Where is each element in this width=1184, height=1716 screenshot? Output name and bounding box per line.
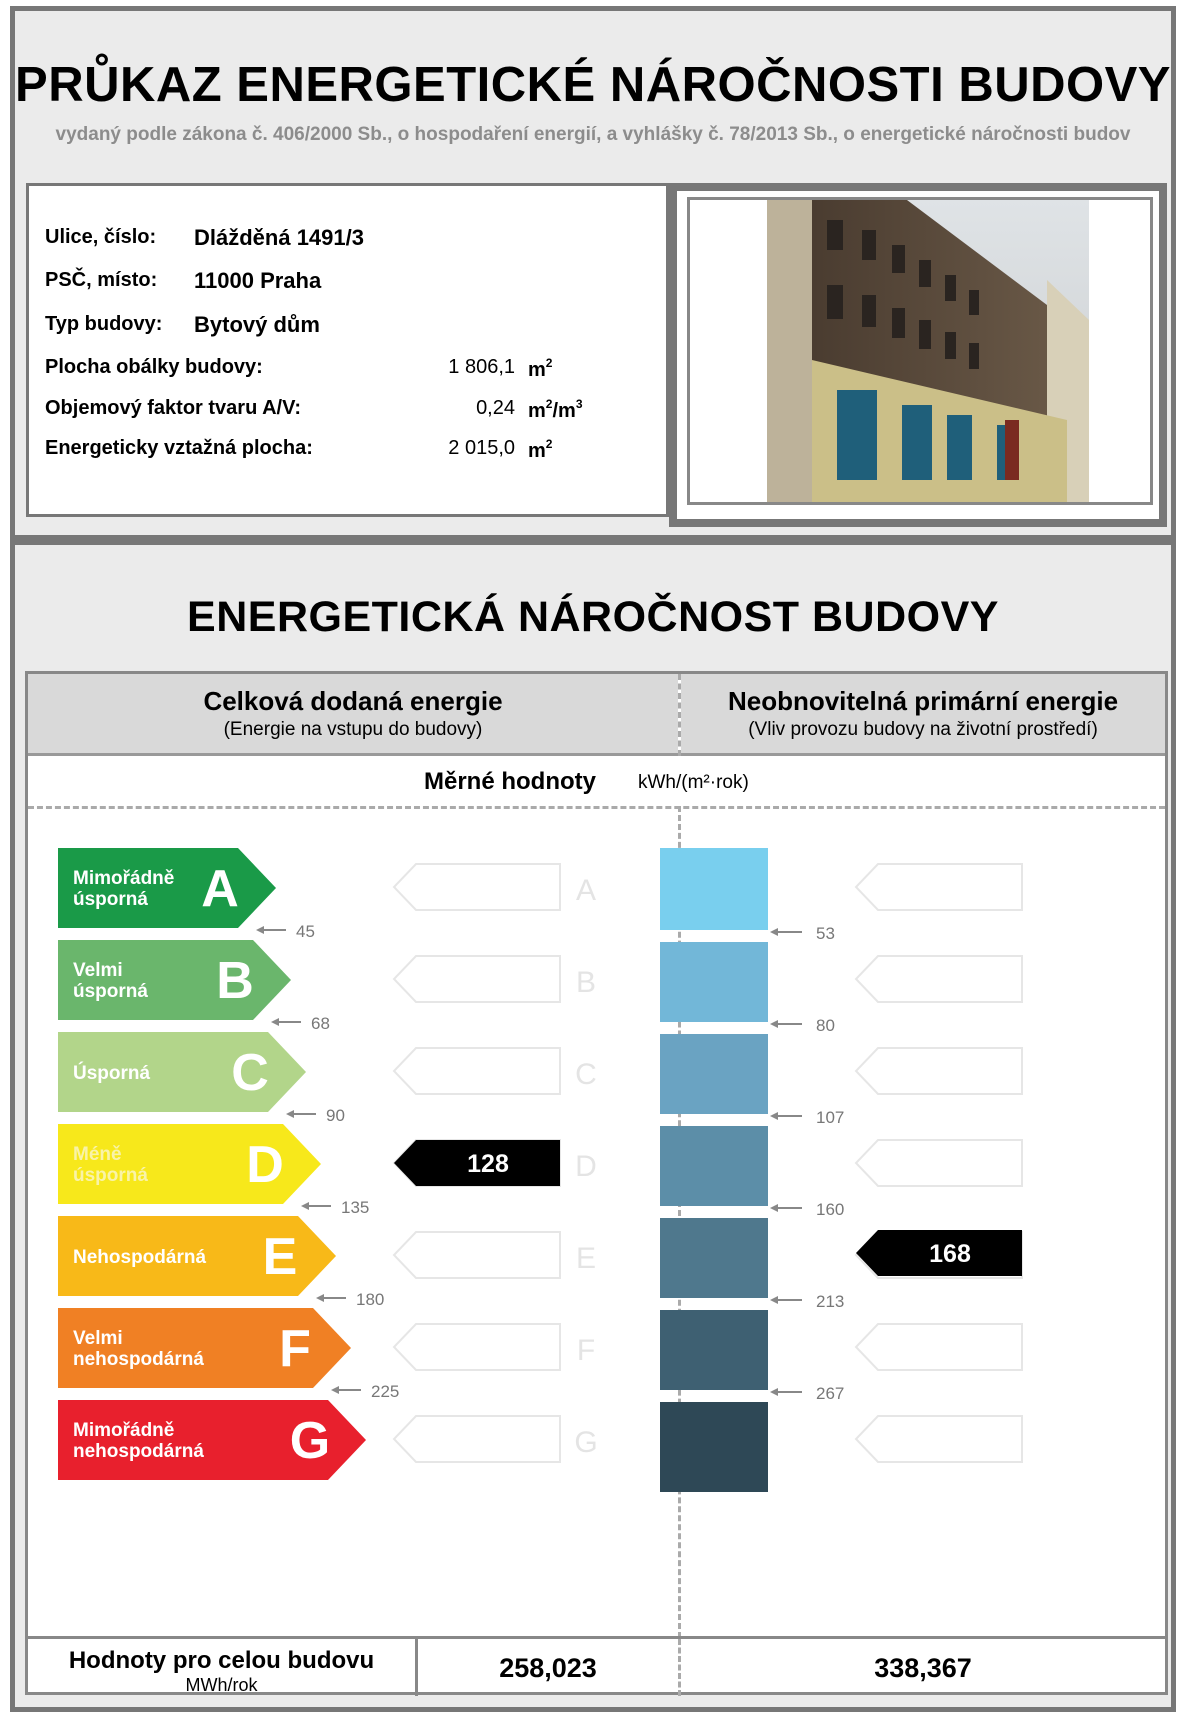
reference-area-value: 2 015,0 [448, 437, 515, 459]
delivered-energy-header [28, 674, 678, 756]
empty-indicator-right [856, 1416, 1022, 1462]
faint-class-letter: G [574, 1426, 598, 1459]
primary-energy-total: 338,367 [874, 1653, 972, 1683]
threshold-arrowhead-right [770, 1112, 778, 1120]
class-name-line1: Mimořádně [73, 1420, 175, 1441]
primary-energy-title: Neobnovitelná primární energie [727, 686, 1119, 716]
shape-factor-label: Objemový faktor tvaru A/V: [45, 397, 301, 419]
envelope-value: 1 806,1 [448, 356, 515, 378]
energy-panel [25, 671, 1168, 1695]
specific-values-unit: kWh/(m²·rok) [638, 772, 749, 793]
threshold-label-left: 45 [296, 922, 315, 941]
class-letter-c: C [231, 1044, 269, 1102]
class-name-line1: Velmi [73, 1328, 123, 1349]
class-name-line2: úsporná [73, 889, 148, 910]
street-value: Dlážděná 1491/3 [194, 225, 364, 250]
shape-factor-value: 0,24 [476, 397, 515, 419]
street-row [45, 225, 364, 250]
class-letter-d: D [246, 1136, 284, 1194]
type-row [45, 312, 320, 337]
class-name-line2: nehospodárná [73, 1349, 204, 1370]
threshold-arrowhead-left [286, 1110, 294, 1118]
faint-class-letter: A [575, 874, 597, 907]
class-letter-f: F [279, 1320, 311, 1378]
primary-energy-bar-c [660, 1034, 768, 1114]
shape-factor-row [45, 397, 583, 422]
class-name: Nehospodárná [73, 1247, 207, 1268]
page-subtitle: vydaný podle zákona č. 406/2000 Sb., o hospodaření energií, a vyhlášky č. 78/2013 Sb., o energetické náročnosti budov [55, 124, 1131, 145]
class-letter-a: A [201, 860, 239, 918]
type-label: Typ budovy: [45, 313, 163, 335]
primary-energy-bar-b [660, 942, 768, 1022]
threshold-label-left: 225 [371, 1382, 400, 1401]
threshold-arrowhead-right [770, 928, 778, 936]
threshold-arrowhead-right [770, 1296, 778, 1304]
delivered-energy-subtitle: (Energie na vstupu do budovy) [223, 719, 483, 740]
section-title: ENERGETICKÁ NÁROČNOST BUDOVY [187, 593, 999, 641]
threshold-label-right: 80 [816, 1016, 835, 1035]
reference-area-row [45, 437, 553, 462]
shape-factor-unit: $m^2/m^3$ [528, 397, 583, 422]
building-photo [767, 200, 1089, 502]
envelope-unit: $m^2$ [528, 356, 553, 381]
street-label: Ulice, číslo: [45, 226, 157, 248]
primary-energy-bar-d [660, 1126, 768, 1206]
threshold-label-right: 267 [816, 1384, 845, 1403]
class-letter-b: B [216, 952, 254, 1010]
primary-energy-bar-g [660, 1402, 768, 1492]
threshold-label-left: 180 [356, 1290, 385, 1309]
class-name-line2: úsporná [73, 981, 148, 1002]
faint-class-letter: C [575, 1058, 597, 1091]
energy-performance-section [10, 540, 1176, 1712]
class-name-line1: Velmi [73, 960, 123, 981]
primary-energy-subtitle: (Vliv provozu budovy na životní prostředí) [748, 719, 1098, 740]
threshold-label-left: 68 [311, 1014, 330, 1033]
class-letter-e: E [262, 1228, 298, 1286]
empty-indicator-left [394, 1416, 560, 1462]
class-name: Úsporná [73, 1063, 151, 1084]
empty-indicator-left [394, 1048, 560, 1094]
class-name-line1: Méně [73, 1144, 122, 1165]
empty-indicator-left [394, 956, 560, 1002]
empty-indicator-right [856, 1140, 1022, 1186]
whole-building-values-row [28, 1636, 1165, 1696]
primary-energy-bar-e [660, 1218, 768, 1298]
whole-building-label: Hodnoty pro celou budovu [68, 1647, 375, 1674]
threshold-label-left: 135 [341, 1198, 370, 1217]
type-value: Bytový dům [194, 312, 320, 337]
threshold-arrowhead-left [256, 926, 264, 934]
primary-energy-bar-f [660, 1310, 768, 1390]
whole-building-unit: MWh/rok [185, 1675, 258, 1695]
building-info-panel [26, 183, 669, 517]
reference-area-unit: $m^2$ [528, 437, 553, 462]
city-value: 11000 Praha [194, 268, 322, 293]
threshold-label-right: 107 [816, 1108, 845, 1127]
faint-class-letter: B [575, 966, 597, 999]
class-name-line1: Mimořádně [73, 868, 175, 889]
specific-values-label: Měrné hodnoty [424, 768, 596, 795]
threshold-arrowhead-left [331, 1386, 339, 1394]
empty-indicator-left [394, 864, 560, 910]
threshold-label-right: 160 [816, 1200, 845, 1219]
envelope-row [45, 356, 553, 381]
delivered-energy-total: 258,023 [499, 1653, 597, 1683]
class-name-line2: úsporná [73, 1165, 148, 1186]
primary-energy-value: 168 [929, 1240, 971, 1268]
empty-indicator-right [856, 864, 1022, 910]
threshold-arrowhead-right [770, 1388, 778, 1396]
threshold-arrowhead-right [770, 1020, 778, 1028]
empty-indicator-right [856, 1048, 1022, 1094]
threshold-arrowhead-left [301, 1202, 309, 1210]
primary-energy-bar-a [660, 848, 768, 930]
empty-indicator-left [394, 1324, 560, 1370]
certificate-header-section [10, 6, 1176, 540]
empty-indicator-right [856, 956, 1022, 1002]
page-title: PRŮKAZ ENERGETICKÉ NÁROČNOSTI BUDOVY [15, 58, 1171, 112]
threshold-label-left: 90 [326, 1106, 345, 1125]
reference-area-label: Energeticky vztažná plocha: [45, 437, 313, 459]
building-photo-frame [669, 183, 1167, 527]
threshold-arrowhead-left [271, 1018, 279, 1026]
faint-class-letter: E [575, 1242, 597, 1275]
faint-class-letter: F [576, 1334, 596, 1367]
faint-class-letter: D [575, 1150, 597, 1183]
specific-values-row [28, 756, 1165, 806]
class-name-line2: nehospodárná [73, 1441, 204, 1462]
empty-indicator-left [394, 1232, 560, 1278]
primary-energy-header [681, 674, 1165, 756]
envelope-label: Plocha obálky budovy: [45, 356, 263, 378]
energy-class-chart [28, 806, 1165, 1636]
threshold-arrowhead-right [770, 1204, 778, 1212]
threshold-arrowhead-left [316, 1294, 324, 1302]
class-letter-g: G [289, 1412, 331, 1470]
city-row [45, 268, 322, 293]
delivered-energy-title: Celková dodaná energie [203, 686, 503, 716]
threshold-label-right: 213 [816, 1292, 845, 1311]
whole-building-label-cell [28, 1639, 418, 1696]
city-label: PSČ, místo: [45, 269, 158, 291]
empty-indicator-right [856, 1324, 1022, 1370]
delivered-energy-value: 128 [467, 1150, 509, 1178]
threshold-label-right: 53 [816, 924, 835, 943]
